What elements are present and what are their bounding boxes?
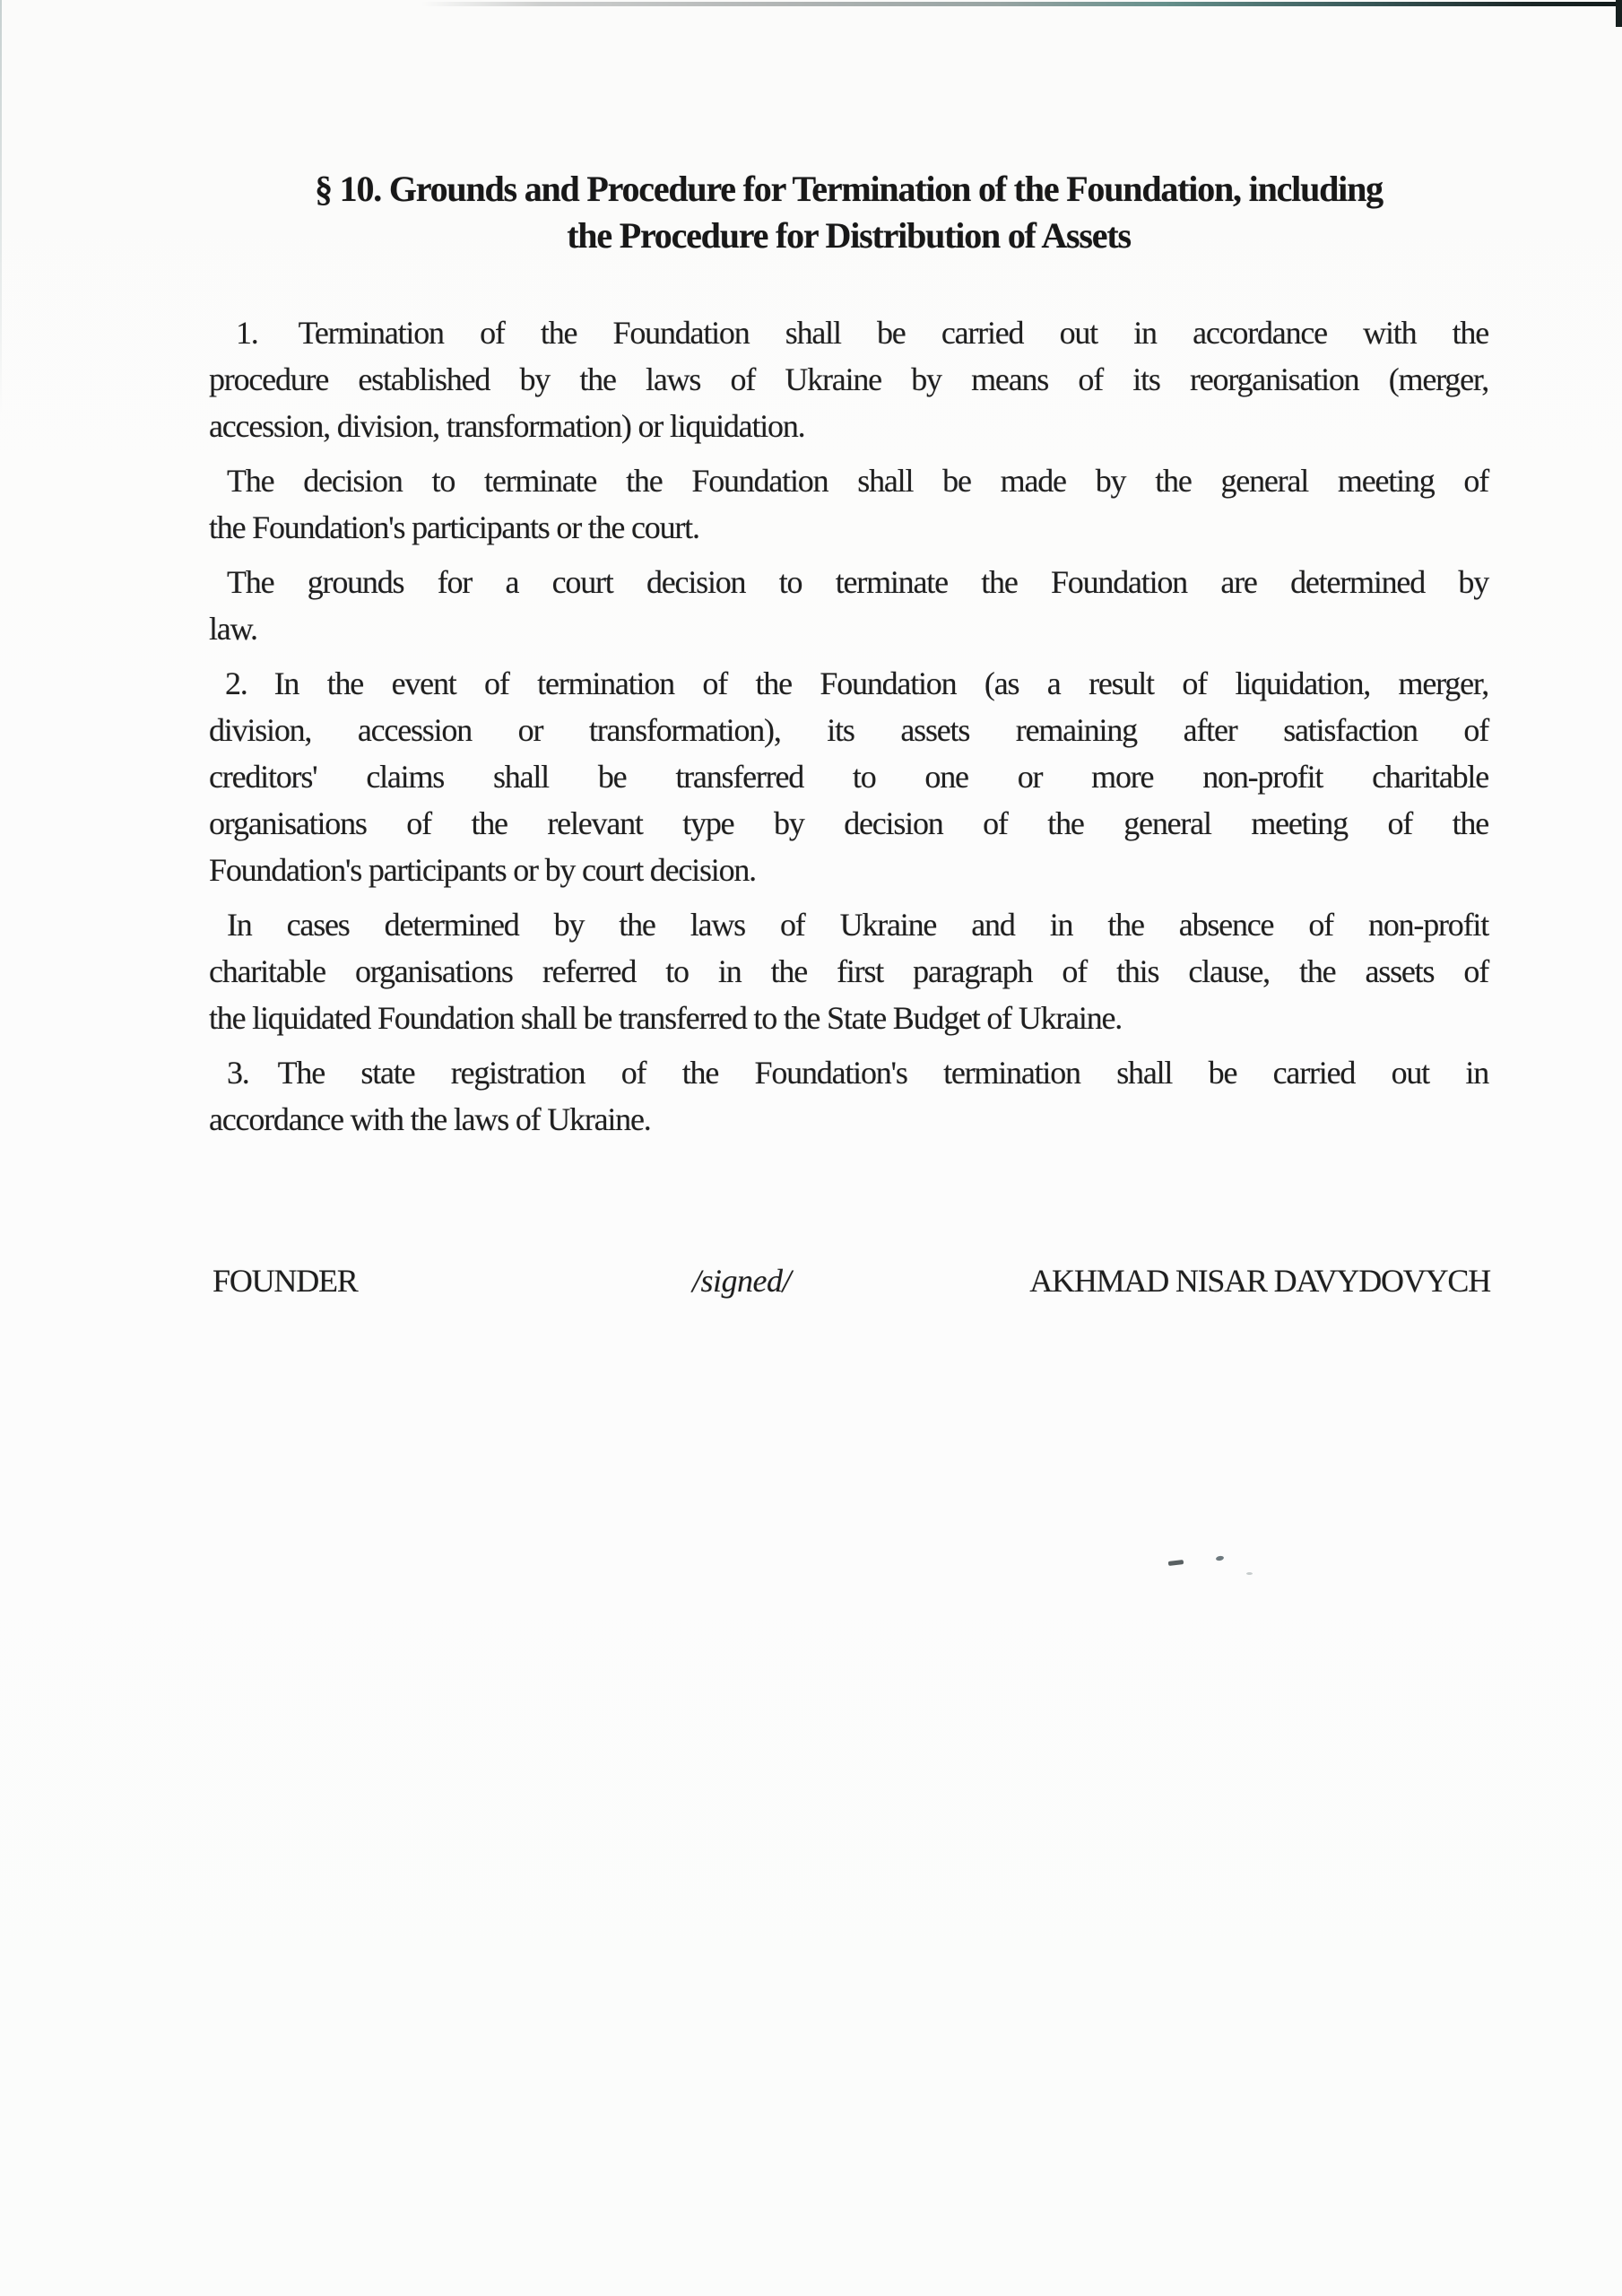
pencil-mark [1246,1572,1253,1575]
text-line: The grounds for a court decision to terminate the Foundation are determined by [227,564,1488,600]
text-line: the liquidated Foundation shall be transferred to the State Budget of Ukraine. [209,1000,1123,1036]
document-body [209,309,1488,1143]
text-line: creditors' claims shall be transferred to one or more non-profit charitable [209,759,1488,795]
line-text: The state registration of the Foundation's termination shall be carried out in [277,1055,1488,1091]
paragraph-1 [209,309,1488,449]
pencil-mark [1216,1555,1225,1561]
pencil-mark [1168,1560,1184,1566]
text-line [209,1049,1488,1096]
paragraph-3 [209,559,1488,652]
section-title [209,166,1488,259]
scan-artifact-corner-mark [1616,0,1622,27]
section-title-line-1: § 10. Grounds and Procedure for Termination of the Foundation, including [315,169,1383,209]
paragraph-4 [209,660,1488,893]
clause-number: 2. [225,665,247,701]
text-line: charitable organisations referred to in the first paragraph of this clause, the assets of [209,953,1488,989]
scan-artifact-top-line [421,2,1622,6]
paragraph-2 [209,457,1488,551]
text-line: organisations of the relevant type by decision of the general meeting of the [209,805,1488,841]
text-line: The decision to terminate the Foundation shall be made by the general meeting of [227,463,1488,499]
text-line: the Foundation's participants or the court. [209,509,699,545]
paragraph-6 [209,1049,1488,1143]
paragraph-5 [209,901,1488,1041]
section-title-line-2: the Procedure for Distribution of Assets [567,215,1131,256]
founder-label: FOUNDER [213,1263,358,1299]
text-line: law. [209,611,257,647]
text-line [209,660,1488,707]
line-text: Termination of the Foundation shall be carried out in accordance with the [298,315,1488,351]
text-line: accession, division, transformation) or liquidation. [209,408,805,444]
signature-row [209,1257,1488,1304]
signed-notation: /signed/ [692,1263,791,1299]
text-column [209,166,1488,1304]
clause-number: 3. [227,1055,249,1091]
clause-number: 1. [236,315,258,351]
text-line [209,309,1488,356]
text-line: Foundation's participants or by court decision. [209,852,756,888]
text-line: procedure established by the laws of Ukraine by means of its reorganisation (merger, [209,361,1488,397]
founder-name: AKHMAD NISAR DAVYDOVYCH [1029,1263,1490,1299]
text-line: In cases determined by the laws of Ukraine and in the absence of non-profit [227,907,1488,943]
line-text: In the event of termination of the Foundation (as a result of liquidation, merger, [273,665,1488,701]
scan-artifact-left-edge [0,0,2,413]
text-line: division, accession or transformation), its assets remaining after satisfaction of [209,712,1488,748]
text-line: accordance with the laws of Ukraine. [209,1101,651,1137]
